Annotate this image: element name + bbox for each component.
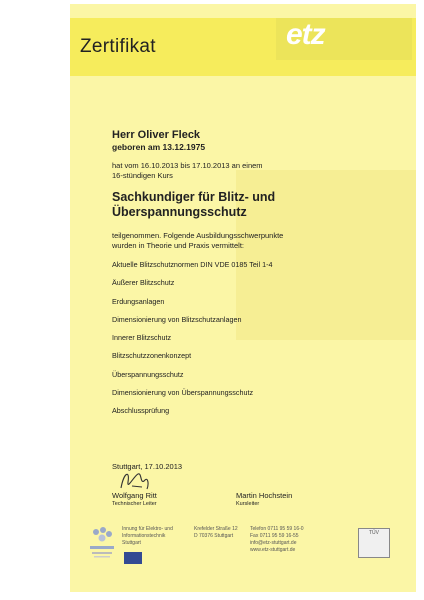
footer-contact bbox=[250, 526, 322, 554]
topic-item: Aktuelle Blitzschutznormen DIN VDE 0185 Teil 1-4 bbox=[112, 260, 273, 269]
footer-line: Innung für Elektro- und bbox=[122, 526, 173, 532]
footer-guild bbox=[122, 526, 184, 547]
topic-item: Dimensionierung von Blitzschutzanlagen bbox=[112, 314, 242, 324]
footer-line: Stuttgart bbox=[122, 540, 141, 546]
intro-text bbox=[112, 231, 412, 251]
signer-course-lead bbox=[236, 491, 356, 507]
signer-technical-lead bbox=[112, 491, 222, 507]
intro-line: wurden in Theorie und Praxis vermittelt: bbox=[112, 241, 245, 250]
topic-item: Dimensionierung von Überspannungsschutz bbox=[112, 388, 254, 398]
topic-item: Innerer Blitzschutz bbox=[112, 333, 172, 343]
topic-item: Erdungsanlagen bbox=[112, 296, 165, 306]
intro-line: teilgenommen. Folgende Ausbildungsschwerpunkte bbox=[112, 231, 284, 240]
footer bbox=[70, 522, 416, 568]
course-title-line: Überspannungsschutz bbox=[112, 205, 247, 219]
topic-list bbox=[112, 260, 412, 425]
topic-item: Überspannungsschutz bbox=[112, 369, 184, 379]
footer-line: Telefon 0711 95 59 16-0 bbox=[250, 526, 304, 532]
footer-line: Informationstechnik bbox=[122, 533, 166, 539]
recipient-name: Herr Oliver Fleck bbox=[112, 129, 201, 141]
tuv-badge: TÜV bbox=[358, 528, 390, 558]
signer-role: Kursleiter bbox=[236, 501, 260, 507]
etz-logo-text: etz bbox=[286, 18, 325, 51]
recipient-birth: geboren am 13.12.1975 bbox=[112, 142, 206, 152]
certificate-title: Zertifikat bbox=[80, 36, 156, 57]
esf-logo-icon bbox=[82, 524, 122, 564]
topic-item: Abschlussprüfung bbox=[112, 406, 170, 416]
course-dates-line: hat vom 16.10.2013 bis 17.10.2013 an einem bbox=[112, 161, 263, 170]
signer-name: Wolfgang Ritt bbox=[112, 491, 157, 500]
footer-line: info@etz-stuttgart.de bbox=[250, 540, 297, 546]
course-title bbox=[112, 190, 412, 220]
footer-address bbox=[194, 526, 252, 540]
topic-item: Äußerer Blitzschutz bbox=[112, 278, 175, 288]
place-date: Stuttgart, 17.10.2013 bbox=[112, 462, 183, 471]
course-title-line: Sachkundiger für Blitz- und bbox=[112, 190, 276, 204]
footer-line: www.etz-stuttgart.de bbox=[250, 547, 296, 553]
course-dates bbox=[112, 161, 412, 181]
certificate-body bbox=[112, 129, 412, 425]
course-dates-line: 16-stündigen Kurs bbox=[112, 171, 173, 180]
footer-line: D 70376 Stuttgart bbox=[194, 533, 234, 539]
topic-item: Blitzschutzzonenkonzept bbox=[112, 351, 192, 361]
footer-line: Krefelder Straße 12 bbox=[194, 526, 238, 532]
signer-name: Martin Hochstein bbox=[236, 491, 293, 500]
eu-flag-icon bbox=[124, 552, 142, 564]
footer-line: Fax 0711 95 59 16-55 bbox=[250, 533, 299, 539]
signer-role: Technischer Leiter bbox=[112, 501, 157, 507]
